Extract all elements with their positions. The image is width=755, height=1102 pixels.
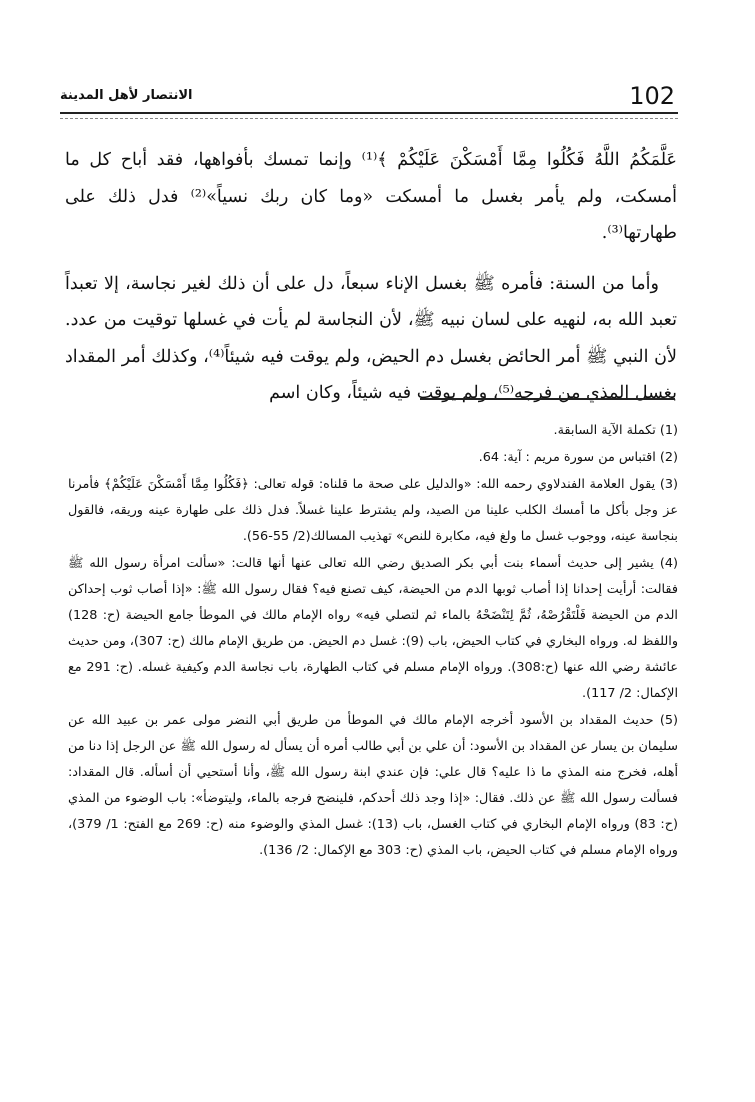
header-rule — [60, 112, 678, 114]
footnote-3: (3) يقول العلامة الفندلاوي رحمه الله: «والدليل على صحة ما قلناه: قوله تعالى: ﴿فَكُلُوا مِمَّا أَمْسَكْنَ عَلَيْكُمْ﴾ فأمرنا عز وجل بأكل ما أمسك الكلب علينا من الصيد، ولم يشترط علينا غسلاً. فدل ذلك على طهارة عينه وريقه، فالقول بنجاسة عينه، ووجوب غسل ما ولغ فيه، مكابرة للنص» تهذيب المسالك(2/ 55-56). — [68, 477, 678, 544]
page-number: 102 — [629, 82, 675, 110]
running-title: الانتصار لأهل المدينة — [60, 88, 193, 103]
paragraph-2: وأما من السنة: فأمره ﷺ بغسل الإناء سبعاً، دل على أن ذلك لغير نجاسة، إلا تعبداً تعبد الله به، لنهيه على لسان نبيه ﷺ، لأن النجاسة لم يأت في غسلها توقيت من عدد. لأن النبي ﷺ أمر الحائض بغسل دم الحيض، ولم يوقت فيه شيئاً⁽⁴⁾، وكذلك أمر المقداد بغسل المذي من فرجه⁽⁵⁾، ولم يوقت فيه شيئاً، وكان اسم — [65, 273, 677, 403]
footnotes — [68, 418, 678, 865]
footnote-4: (4) يشير إلى حديث أسماء بنت أبي بكر الصديق رضي الله تعالى عنها أنها قالت: «سألت امرأة رسول الله ﷺ فقالت: أرأيت إحدانا إذا أصاب ثوبها الدم من الحيضة، كيف تصنع فيه؟ فقال رسول الله ﷺ: «إذا أصاب ثوب إحداكن الدم من الحيضة فَلْتَقْرُصْهُ، ثُمَّ لِتَنْضَحْهُ بالماء ثم لتصلي فيه» رواه الإمام مالك في الموطأ جامع الحيضة (ح: 128) واللفظ له. ورواه البخاري في كتاب الحيض، باب (9): غسل دم الحيض. من طريق الإمام مالك (ح: 307)، ومن حديث عائشة رضي الله عنها (ح:308). ورواه الإمام مسلم في كتاب الطهارة، باب نجاسة الدم وكيفية غسله. (ح: 291 مع الإكمال: 2/ 117). — [68, 556, 679, 701]
header-rule-dashed — [60, 118, 678, 119]
paragraph-1: عَلَّمَكُمُ اللَّهُ فَكُلُوا مِمَّا أَمْسَكْنَ عَلَيْكُمْ ﴾⁽¹⁾ وإنما تمسك بأفواهها، فقد أباح كل ما أمسكت، ولم يأمر بغسل ما أمسكت «وما كان ربك نسياً»⁽²⁾ فدل ذلك على طهارتها⁽³⁾. — [65, 150, 677, 243]
main-text — [65, 142, 677, 412]
footnote-2: (2) اقتباس من سورة مريم : آية: 64. — [478, 450, 678, 465]
footnote-5: (5) حديث المقداد بن الأسود أخرجه الإمام مالك في الموطأ من طريق أبي النضر مولى عمر بن عبيد الله عن سليمان بن يسار عن المقداد بن الأسود: أن علي بن أبي طالب أمره أن يسأل له رسول الله ﷺ عن الرجل إذا دنا من أهله، فخرج منه المذي ما ذا عليه؟ قال علي: فإن عندي ابنة رسول الله ﷺ، وأنا أستحيي أن أسأله. قال المقداد: فسألت رسول الله ﷺ عن ذلك. فقال: «إذا وجد ذلك أحدكم، فلينضح فرجه بالماء، وليتوضأ»: باب الوضوء من المذي (ح: 83) ورواه الإمام البخاري في كتاب الغسل، باب (13): غسل المذي والوضوء منه (ح: 269 مع الفتح: 1/ 379)، ورواه الإمام مسلم في كتاب الحيض، باب المذي (ح: 303 مع الإكمال: 2/ 136). — [68, 713, 678, 858]
page-header — [60, 80, 675, 116]
footnote-separator — [420, 398, 675, 400]
footnote-1: (1) تكملة الآية السابقة. — [553, 423, 678, 438]
